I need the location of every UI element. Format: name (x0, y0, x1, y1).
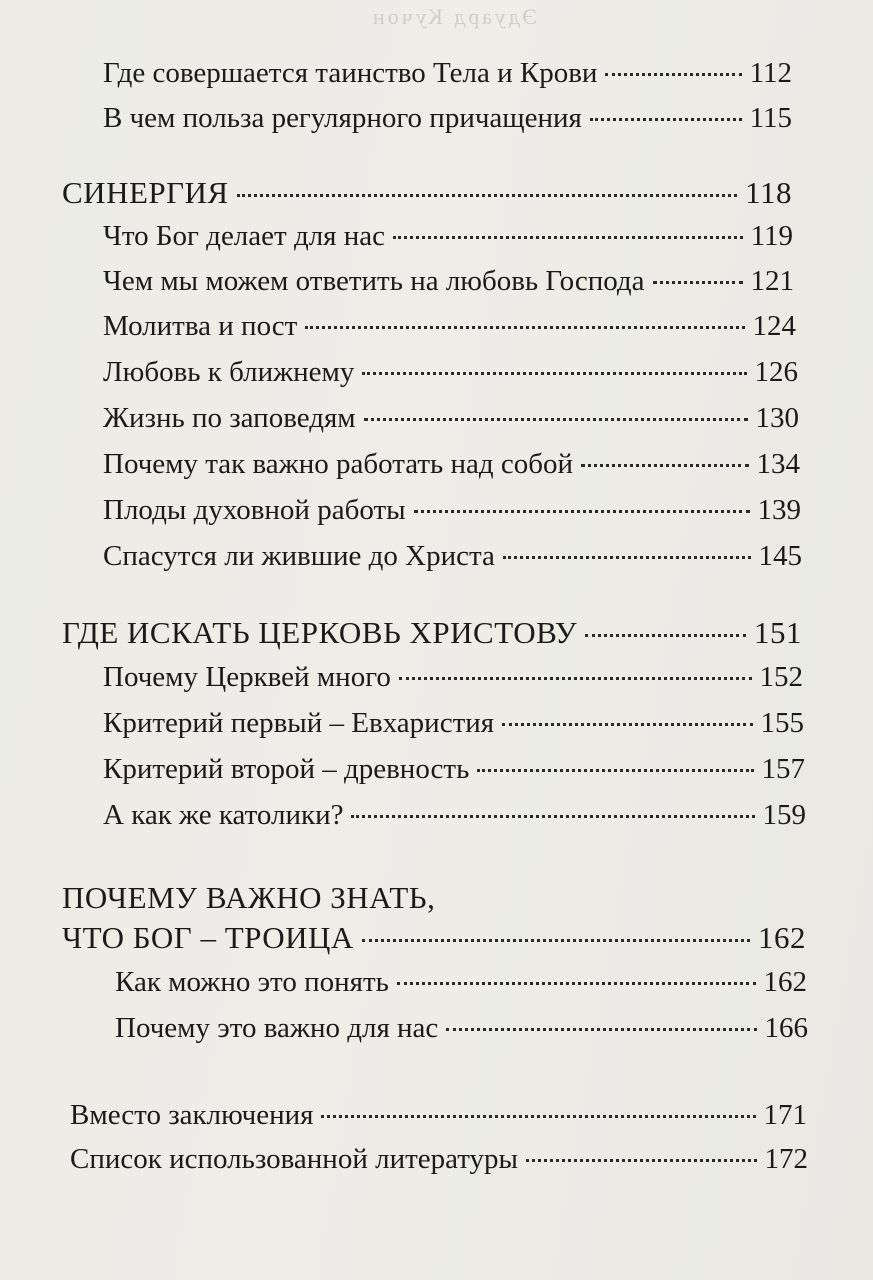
dot-leader (446, 1028, 756, 1031)
dot-leader (362, 372, 746, 375)
toc-section-heading (62, 916, 806, 960)
toc-entry (115, 1006, 808, 1050)
toc-entry-page: 162 (763, 966, 807, 998)
toc-entry-title: Вместо заключения (70, 1099, 314, 1131)
toc-section-page: 151 (754, 615, 802, 650)
toc-entry (103, 442, 800, 486)
toc-entry (70, 1137, 808, 1181)
toc-entry (103, 96, 792, 140)
dot-leader (502, 723, 752, 726)
toc-entry-page: 119 (750, 220, 793, 252)
toc-entry (103, 350, 798, 394)
toc-entry (103, 655, 803, 699)
toc-entry (103, 51, 792, 95)
dot-leader (362, 939, 750, 942)
toc-entry (103, 304, 796, 348)
toc-entry-title: Критерий первый – Евхаристия (103, 707, 495, 739)
toc-entry-page: 145 (758, 540, 802, 572)
toc-entry-page: 152 (759, 661, 803, 693)
toc-entry-page: 159 (762, 799, 806, 831)
toc-entry (103, 534, 802, 578)
dot-leader (305, 326, 744, 329)
dot-leader (414, 510, 750, 513)
toc-entry-page: 172 (764, 1143, 808, 1175)
toc-entry-page: 171 (763, 1099, 807, 1131)
toc-entry-title: Почему Церквей много (103, 661, 391, 693)
toc-entry-title: Что Бог делает для нас (103, 220, 386, 252)
toc-entry (70, 1093, 807, 1137)
toc-entry-page: 155 (760, 707, 804, 739)
dot-leader (590, 118, 742, 121)
toc-entry-title: Любовь к ближнему (103, 356, 355, 388)
toc-entry-page: 157 (761, 753, 805, 785)
toc-section-title-line2: ЧТО БОГ – ТРОИЦА (62, 920, 354, 955)
dot-leader (477, 769, 753, 772)
toc-section-title: ГДЕ ИСКАТЬ ЦЕРКОВЬ ХРИСТОВУ (62, 615, 578, 650)
toc-entry (103, 793, 806, 837)
toc-entry-title: Спасутся ли жившие до Христа (103, 540, 495, 572)
toc-entry (103, 701, 804, 745)
bleed-through-header: Эдуард Кучон (370, 4, 537, 29)
toc-entry-page: 134 (756, 448, 800, 480)
dot-leader (351, 815, 754, 818)
dot-leader (364, 418, 748, 421)
dot-leader (393, 236, 743, 239)
toc-entry-title: Почему так важно работать над собой (103, 448, 574, 480)
toc-entry (103, 259, 794, 303)
toc-entry-page: 130 (755, 402, 799, 434)
toc-section-heading (62, 171, 792, 215)
dot-leader (397, 982, 756, 985)
toc-entry-page: 166 (764, 1012, 808, 1044)
dot-leader (526, 1159, 756, 1162)
dot-leader (605, 73, 741, 76)
toc-entry-title: Критерий второй – древность (103, 753, 470, 785)
toc-section-page: 162 (758, 920, 806, 955)
toc-entry-title: Молитва и пост (103, 310, 298, 342)
toc-section-title: СИНЕРГИЯ (62, 175, 229, 210)
toc-entry-title: Жизнь по заповедям (103, 402, 356, 434)
dot-leader (237, 194, 738, 197)
toc-entry-page: 126 (754, 356, 798, 388)
toc-entry (103, 488, 801, 532)
toc-section-title-line1: ПОЧЕМУ ВАЖНО ЗНАТЬ, (62, 880, 436, 915)
toc-entry-page: 121 (750, 265, 794, 297)
toc-entry-page: 112 (749, 57, 792, 89)
toc-entry-page: 115 (749, 102, 792, 134)
toc-section-page: 118 (745, 175, 792, 210)
toc-section-heading (62, 611, 802, 655)
dot-leader (653, 281, 743, 284)
toc-entry-title: Где совершается таинство Тела и Крови (103, 57, 598, 89)
toc-entry-title: Список использованной литературы (70, 1143, 519, 1175)
dot-leader (321, 1115, 755, 1118)
toc-entry-page: 124 (752, 310, 796, 342)
dot-leader (399, 677, 752, 680)
dot-leader (581, 464, 748, 467)
toc-entry (103, 214, 793, 258)
toc-entry (115, 960, 807, 1004)
toc-entry-title: Почему это важно для нас (115, 1012, 439, 1044)
toc-entry-title: В чем польза регулярного причащения (103, 102, 582, 134)
dot-leader (503, 556, 751, 559)
toc-entry-title: Как можно это понять (115, 966, 389, 998)
toc-entry-title: Чем мы можем ответить на любовь Господа (103, 265, 645, 297)
dot-leader (585, 634, 746, 637)
toc-entry (103, 747, 805, 791)
toc-entry (103, 396, 799, 440)
toc-entry-title: А как же католики? (103, 799, 344, 831)
toc-entry-title: Плоды духовной работы (103, 494, 406, 526)
toc-entry-page: 139 (757, 494, 801, 526)
